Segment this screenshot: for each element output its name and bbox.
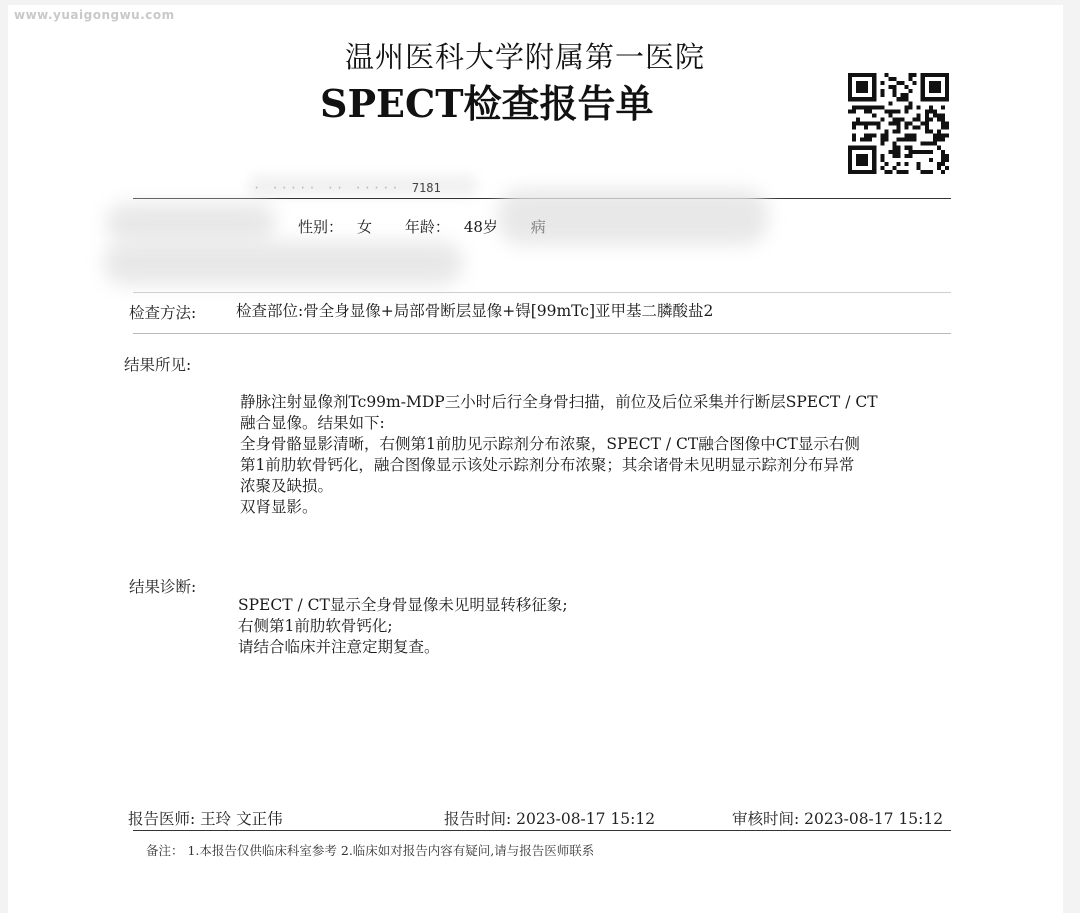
ward-label: 病: [530, 218, 546, 236]
diagnosis-line: 请结合临床并注意定期复查。: [238, 638, 440, 656]
info-rule: [133, 292, 951, 293]
diagnosis-line: SPECT / CT显示全身骨显像未见明显转移征象;: [238, 596, 568, 614]
gender-label: 性别：: [298, 218, 344, 236]
findings-line: 第1前肋软骨钙化，融合图像显示该处示踪剂分布浓聚；其余诸骨未见明显示踪剂分布异常: [240, 456, 855, 474]
patient-info: [298, 216, 560, 237]
patient-id-line: · ····· ·· ····· 7181: [253, 181, 441, 195]
report-title: SPECT检查报告单: [320, 81, 654, 126]
site-watermark: www.yuaigongwu.com: [14, 8, 175, 22]
report-time: 报告时间: 2023-08-17 15:12: [444, 810, 656, 828]
findings-line: 双肾显影。: [240, 498, 318, 516]
findings-line: 全身骨骼显影清晰，右侧第1前肋见示踪剂分布浓聚，SPECT / CT融合图像中CT显示右侧: [240, 435, 860, 453]
method-value: 检查部位:骨全身显像+局部骨断层显像+锝[99mTc]亚甲基二膦酸盐2: [236, 302, 714, 320]
report-sheet: [8, 5, 1063, 913]
redaction-blur-left: [106, 203, 276, 243]
redaction-blur-lower: [103, 241, 463, 285]
findings-text: [240, 392, 878, 518]
footer-rule: [133, 830, 951, 831]
review-time: 审核时间: 2023-08-17 15:12: [732, 810, 944, 828]
findings-line: 浓聚及缺损。: [240, 477, 334, 495]
diagnosis-line: 右侧第1前肋软骨钙化;: [238, 617, 393, 635]
age-value: 48岁: [463, 218, 498, 236]
diagnosis-label: 结果诊断:: [129, 578, 197, 596]
age-label: 年龄：: [404, 218, 450, 236]
method-label: 检查方法:: [129, 304, 197, 322]
footer-note: 备注： 1.本报告仅供临床科室参考 2.临床如对报告内容有疑问,请与报告医师联系: [146, 843, 595, 858]
hospital-name: 温州医科大学附属第一医院: [345, 40, 706, 74]
qr-code-icon: [848, 73, 949, 174]
diagnosis-text: [238, 595, 568, 658]
report-doctor: 报告医师: 王玲 文正伟: [128, 810, 283, 828]
findings-line: 静脉注射显像剂Tc99m-MDP三小时后行全身骨扫描，前位及后位采集并行断层SPECT / CT: [240, 393, 878, 411]
findings-line: 融合显像。结果如下:: [240, 414, 385, 432]
gender-value: 女: [357, 218, 373, 236]
findings-label: 结果所见:: [124, 356, 192, 374]
method-rule: [133, 333, 951, 334]
